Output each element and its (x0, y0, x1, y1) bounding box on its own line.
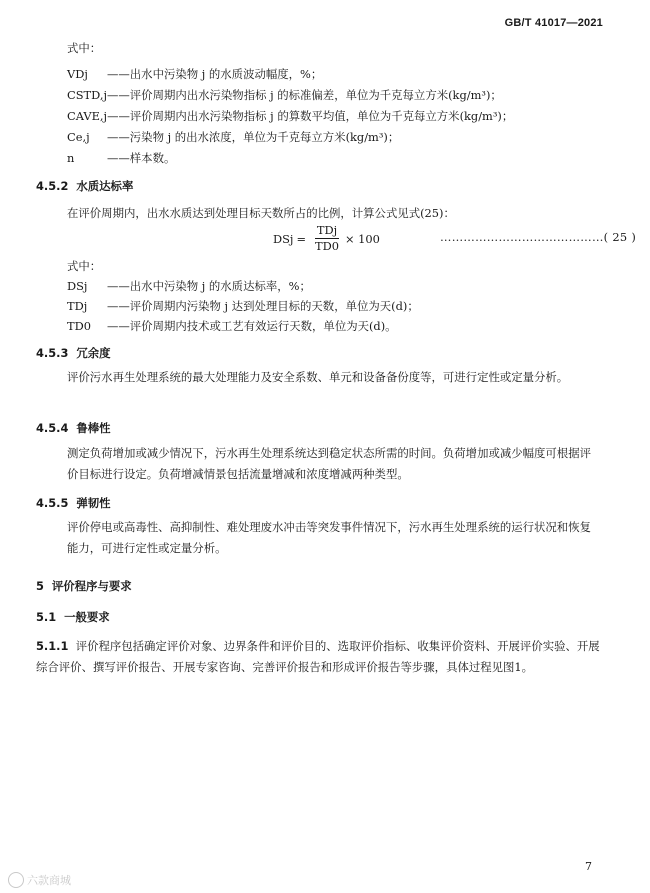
def-symbol: n (67, 151, 75, 165)
section-5-1-1-body: 评价程序包括确定评价对象、边界条件和评价目的、选取评价指标、收集评价资料、开展评价实验、开展综合评价、撰写评价报告、开展专家咨询、完善评价报告和形成评价报告等步骤，具体过程见图1。 (36, 639, 600, 674)
section-title: 一般要求 (64, 610, 110, 624)
def-text: ——评价周期内出水污染物指标 j 的标准偏差，单位为千克每立方米(kg/m³)； (107, 88, 502, 102)
defs1-title: 式中： (67, 41, 102, 55)
def-text: ——评价周期内污染物 j 达到处理目标的天数，单位为天(d)； (107, 299, 419, 313)
formula-fraction (313, 224, 341, 253)
def-symbol: TD0 (67, 319, 91, 333)
def-symbol: DSj (67, 279, 88, 293)
def-symbol: CAVE,j (67, 109, 108, 123)
section-4-5-5-heading (36, 495, 111, 511)
section-number: 4.5.2 (36, 179, 69, 193)
watermark-logo (8, 872, 71, 888)
def-text: ——出水中污染物 j 的水质达标率，%； (107, 279, 311, 293)
section-4-5-3-body: 评价污水再生处理系统的最大处理能力及安全系数、单元和设备备份度等，可进行定性或定量分析。 (67, 370, 569, 384)
page-number: 7 (585, 860, 592, 873)
def-text: ——评价周期内技术或工艺有效运行天数，单位为天(d)。 (107, 319, 397, 333)
section-title: 水质达标率 (76, 179, 134, 193)
watermark-text: 六款商城 (27, 874, 71, 887)
section-title: 评价程序与要求 (51, 579, 132, 593)
def-text: ——评价周期内出水污染物指标 j 的算数平均值，单位为千克每立方米(kg/m³)； (107, 109, 514, 123)
formula-leader: …………………………………… (440, 230, 604, 244)
equation-number: ( 25 ) (603, 230, 637, 244)
defs1-item (67, 150, 175, 166)
formula-25: DSj = $\frac{\text{TDj}}{TD0}$ × 100 (273, 223, 380, 253)
section-title: 冗余度 (76, 346, 111, 360)
def-text: ——污染物 j 的出水浓度，单位为千克每立方米(kg/m³)； (107, 130, 400, 144)
def-symbol: Ce,j (67, 130, 90, 144)
formula-tail: × 100 (345, 231, 380, 246)
defs2-item (67, 278, 311, 294)
chapter-5-heading (36, 578, 132, 594)
defs2-item (67, 298, 419, 314)
section-title: 弹韧性 (76, 496, 111, 510)
formula-lhs: DSj (273, 231, 294, 246)
defs2-item (67, 318, 397, 334)
section-4-5-4-heading (36, 420, 111, 436)
section-4-5-2-heading (36, 178, 133, 194)
def-text: ——样本数。 (107, 151, 176, 165)
defs1-item (67, 87, 502, 103)
section-5-1-1 (36, 636, 602, 678)
section-number: 4.5.3 (36, 346, 69, 360)
formula-numerator: TDj (316, 223, 338, 237)
formula-number (440, 230, 636, 244)
defs1-item (67, 108, 513, 124)
section-number: 5.1.1 (36, 639, 69, 653)
def-text: ——出水中污染物 j 的水质波动幅度，%； (107, 67, 323, 81)
watermark-circle-icon (8, 872, 24, 888)
defs2-title: 式中： (67, 259, 102, 273)
section-number: 4.5.4 (36, 421, 69, 435)
section-4-5-5-body: 评价停电或高毒性、高抑制性、难处理废水冲击等突发事件情况下，污水再生处理系统的运行状况和恢复能力，可进行定性或定量分析。 (67, 520, 591, 555)
section-title: 鲁棒性 (76, 421, 111, 435)
section-5-1-heading (36, 609, 110, 625)
defs1-item (67, 66, 322, 82)
section-4-5-4-body: 测定负荷增加或减少情况下，污水再生处理系统达到稳定状态所需的时间。负荷增加或减少幅度可根据评价目标进行设定。负荷增减情景包括流量增减和浓度增减两种类型。 (67, 446, 591, 481)
def-symbol: VDj (67, 67, 88, 81)
defs1-item (67, 129, 399, 145)
section-number: 4.5.5 (36, 496, 69, 510)
def-symbol: CSTD,j (67, 88, 107, 102)
standard-code: GB/T 41017—2021 (504, 17, 603, 29)
def-symbol: TDj (67, 299, 88, 313)
formula-denominator: TD0 (315, 239, 339, 253)
section-number: 5 (36, 579, 44, 593)
section-4-5-3-heading (36, 345, 111, 361)
section-4-5-2-intro: 在评价周期内，出水水质达到处理目标天数所占的比例，计算公式见式(25)： (67, 206, 455, 220)
section-number: 5.1 (36, 610, 57, 624)
